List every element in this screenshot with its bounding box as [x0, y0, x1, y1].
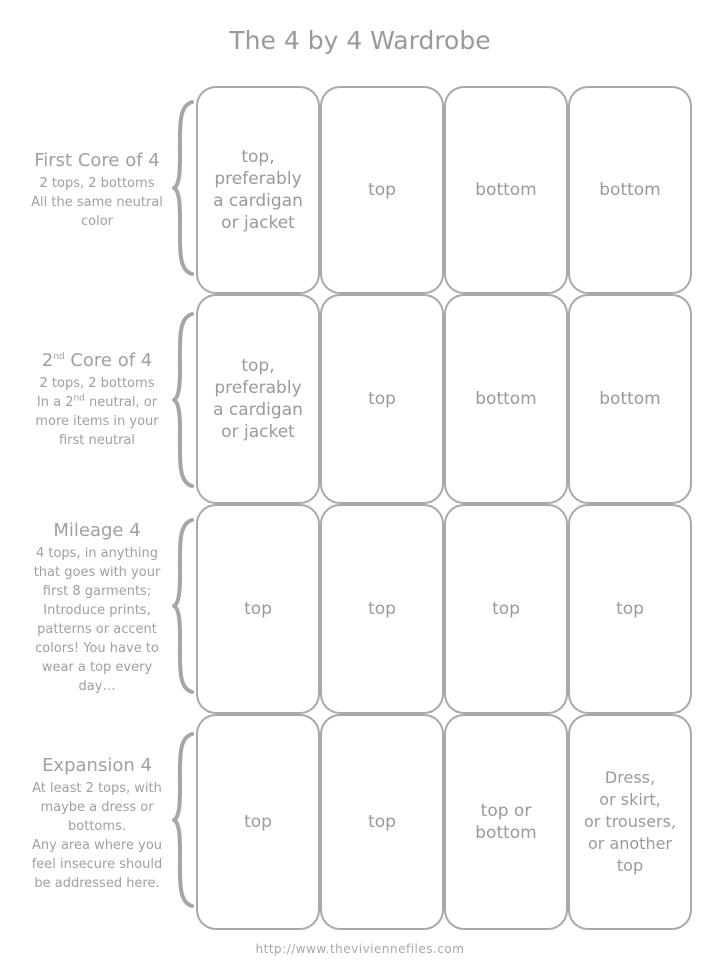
curly-brace-icon	[172, 98, 196, 278]
card-row1-col1: top, preferably a cardigan or jacket	[196, 86, 320, 294]
row-desc-line: All the same neutral	[31, 195, 163, 210]
row-heading	[18, 350, 176, 372]
row-desc-line: feel insecure should	[31, 857, 163, 872]
heading-number: 2	[41, 350, 54, 371]
row-desc-line: Introduce prints,	[43, 603, 151, 618]
row-desc-line: patterns or accent	[37, 622, 157, 637]
row-desc-line: more items in your	[35, 414, 159, 429]
card-row3-col4: top	[568, 504, 692, 714]
row-desc-line: Any area where you	[31, 838, 163, 853]
row-heading: Expansion 4	[42, 755, 152, 776]
desc-prefix: In a 2	[36, 395, 74, 410]
row-desc-line: that goes with your	[33, 565, 161, 580]
footer-url[interactable]: http://www.theviviennefiles.com	[255, 942, 465, 956]
row-label-first-core	[18, 150, 176, 231]
row-desc-line: first 8 garments;	[42, 584, 152, 599]
row-desc-line: maybe a dress or	[40, 800, 154, 815]
row-desc-line: color	[80, 214, 113, 229]
row-desc-line: colors! You have to	[35, 641, 159, 656]
curly-brace-icon	[172, 730, 196, 910]
card-row2-col4: bottom	[568, 294, 692, 504]
heading-superscript: nd	[53, 352, 65, 362]
card-row3-col3: top	[444, 504, 568, 714]
row-heading: First Core of 4	[34, 150, 160, 171]
row-label-expansion	[18, 755, 176, 893]
row-desc-line: be addressed here.	[34, 876, 160, 891]
row-desc-line: first neutral	[58, 433, 136, 448]
row-desc-line: bottoms.	[68, 819, 126, 834]
card-row2-col2: top	[320, 294, 444, 504]
curly-brace-icon	[172, 310, 196, 490]
card-row4-col2: top	[320, 714, 444, 930]
card-row4-col3: top or bottom	[444, 714, 568, 930]
curly-brace-icon	[172, 516, 196, 696]
card-row1-col2: top	[320, 86, 444, 294]
row-desc-line: 2 tops, 2 bottoms	[39, 176, 155, 191]
row-desc-line: 2 tops, 2 bottoms	[39, 376, 155, 391]
row-desc-line: At least 2 tops, with	[32, 781, 162, 796]
row-label-mileage	[18, 520, 176, 696]
row-desc-line: day…	[78, 679, 116, 694]
row-desc-line: wear a top every	[41, 660, 153, 675]
desc-rest: neutral, or	[89, 395, 158, 410]
card-row2-col3: bottom	[444, 294, 568, 504]
row-desc-line: 4 tops, in anything	[35, 546, 159, 561]
row-label-second-core	[18, 350, 176, 450]
card-row3-col2: top	[320, 504, 444, 714]
page-title: The 4 by 4 Wardrobe	[229, 26, 491, 55]
card-row1-col4: bottom	[568, 86, 692, 294]
heading-text: Core of 4	[70, 350, 153, 371]
card-row1-col3: bottom	[444, 86, 568, 294]
row-desc-line	[18, 393, 176, 412]
desc-superscript: nd	[73, 393, 85, 404]
card-row3-col1: top	[196, 504, 320, 714]
card-row4-col1: top	[196, 714, 320, 930]
card-row4-col4: Dress, or skirt, or trousers, or another top	[568, 714, 692, 930]
card-row2-col1: top, preferably a cardigan or jacket	[196, 294, 320, 504]
row-heading: Mileage 4	[53, 520, 141, 541]
